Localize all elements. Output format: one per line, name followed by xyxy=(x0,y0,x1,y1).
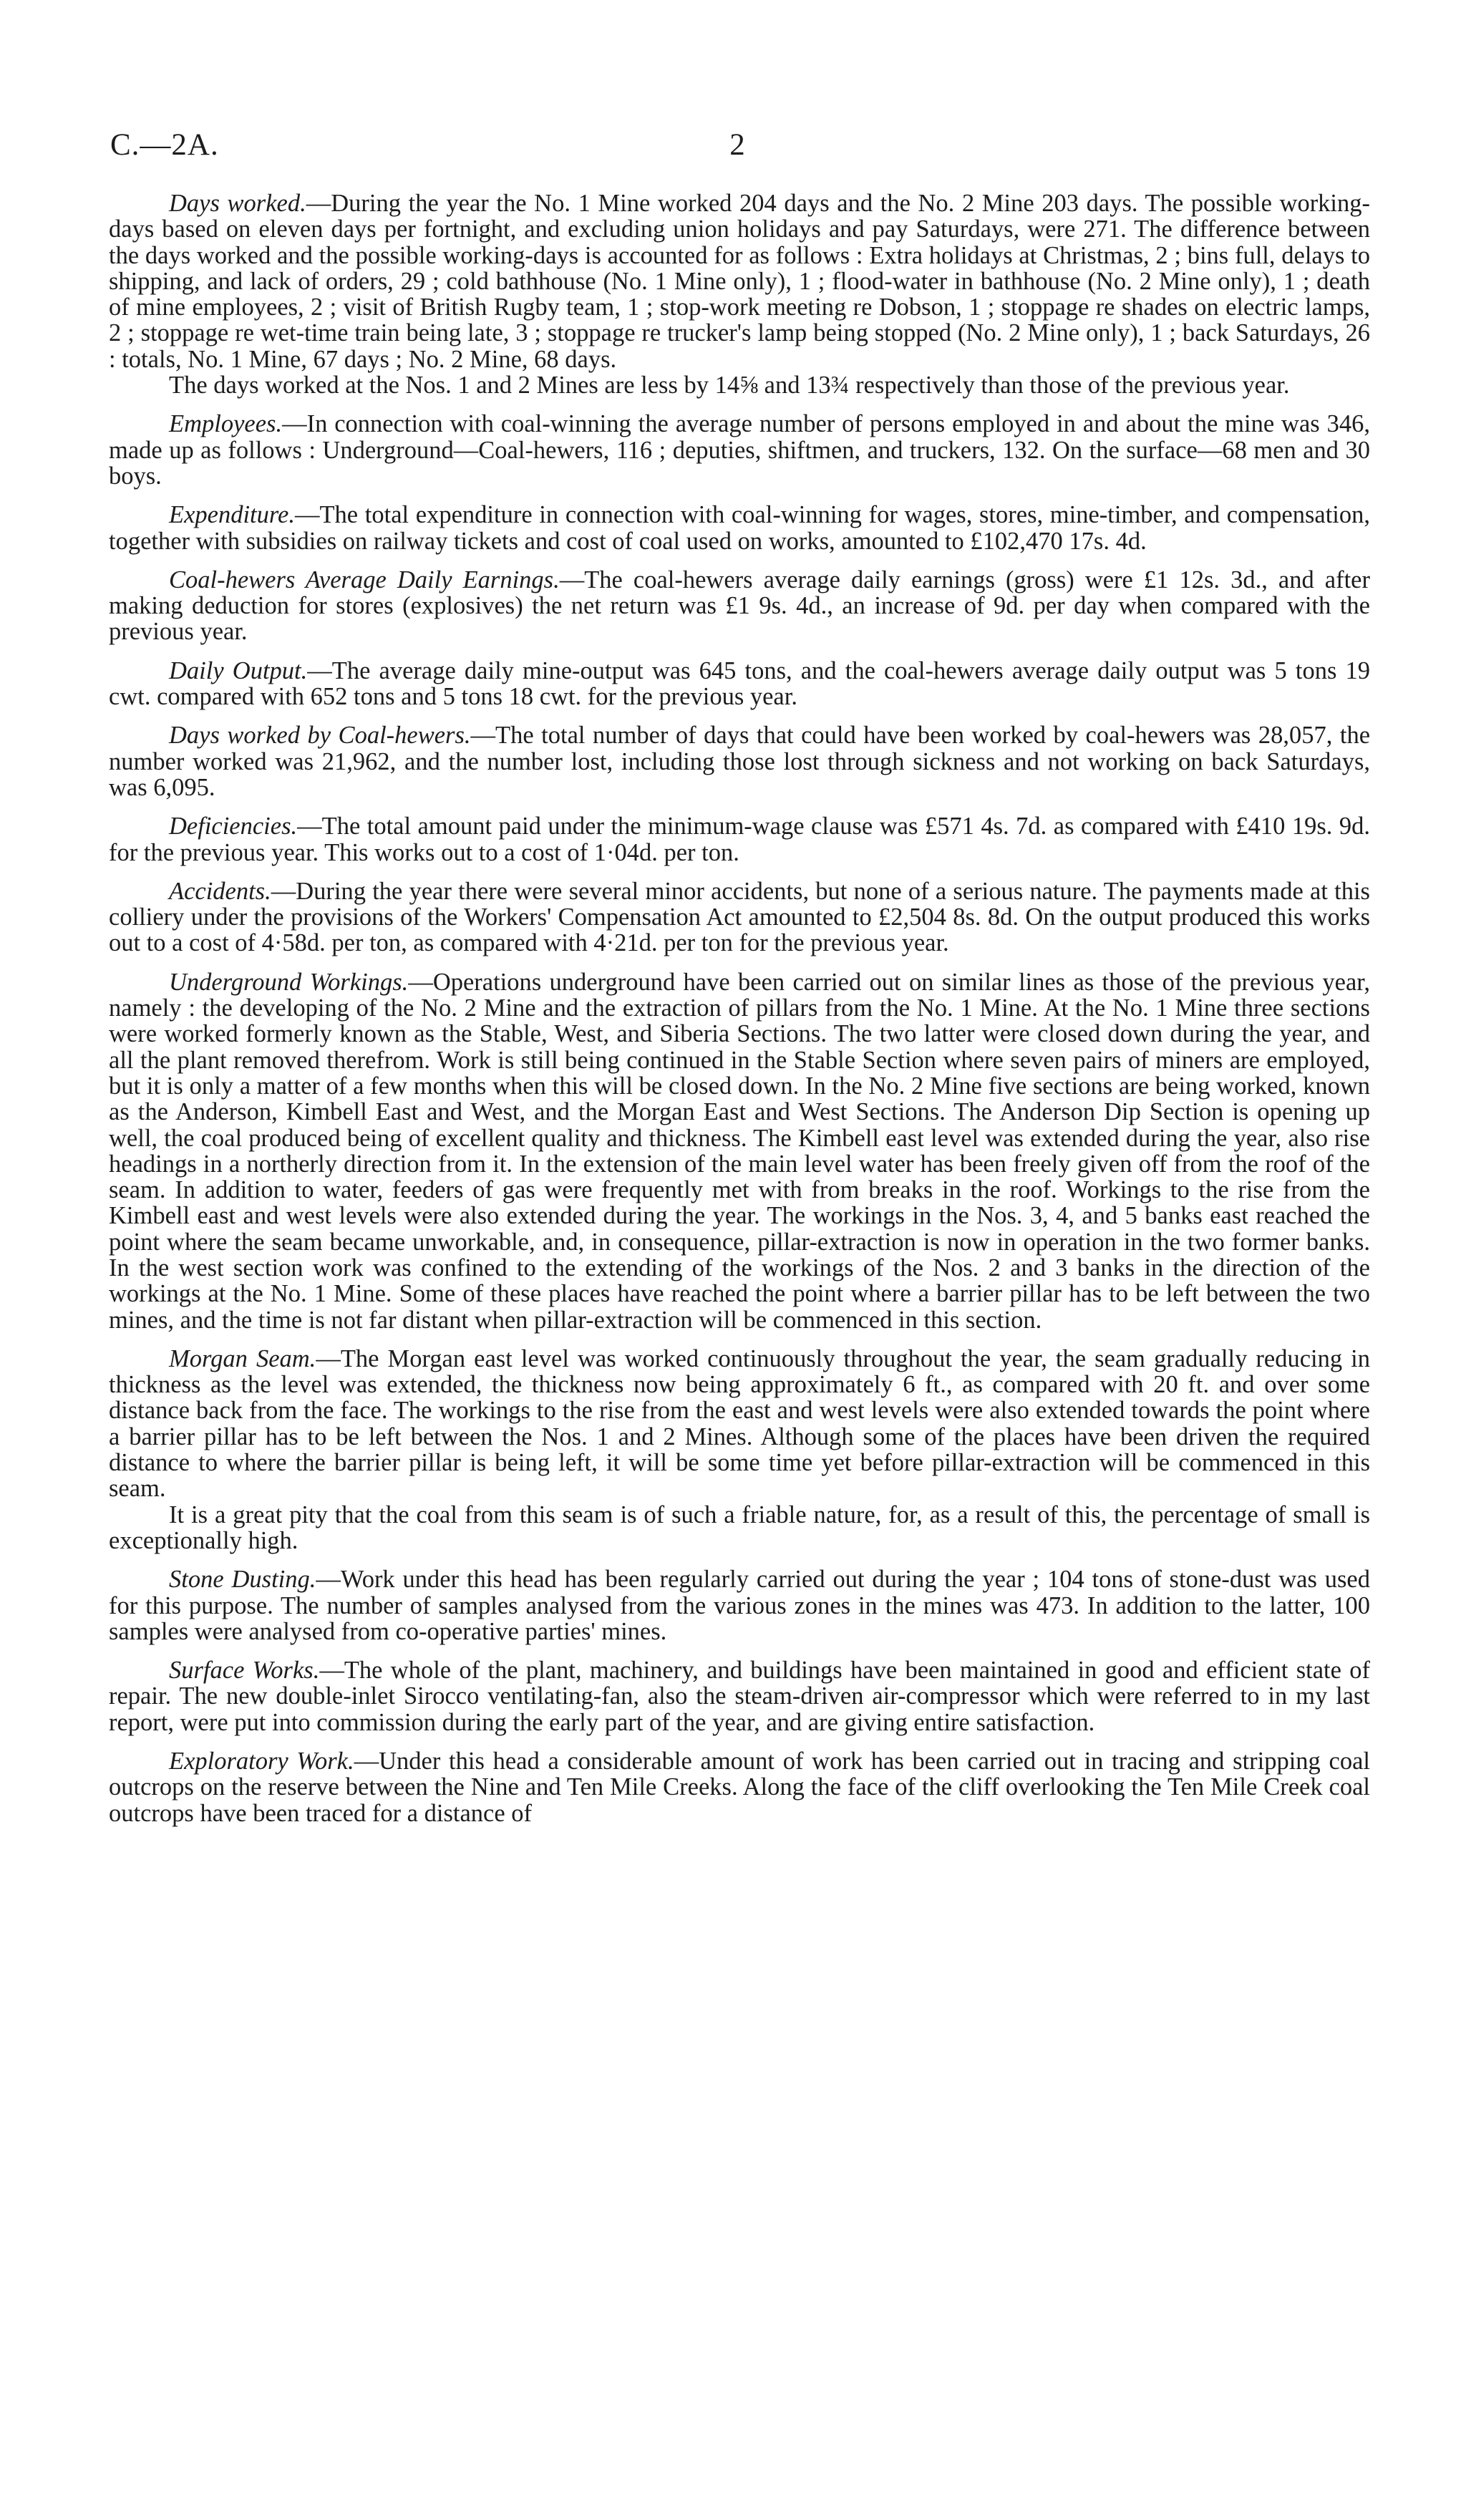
paragraph-heading: Employees. xyxy=(169,410,283,438)
paragraph-accidents xyxy=(109,878,1370,956)
paragraph-text: —Operations underground have been carried out on similar lines as those of the previous year, namely : the developing of the No. 2 Mine and the extraction of pillars from the No. 1 Mine. At the No. 1 Mine three sections were worked formerly known as the Stable, West, and Siberia Sections. The two latter were closed down during the year, and all the plant removed therefrom. Work is still being continued in the Stable Section where seven pairs of miners are employed, but it is only a matter of a few months when this will be closed down. In the No. 2 Mine five sections are being worked, known as the Anderson, Kimbell East and West, and the Morgan East and West Sections. The Anderson Dip Section is opening up well, the coal produced being of excellent quality and thickness. The Kimbell east level was extended during the year, also rise headings in a northerly direction from it. In the extension of the main level water has been freely given off from the roof of the seam. In addition to water, feeders of gas were frequently met with from breaks in the roof. Workings to the rise from the Kimbell east and west levels were also extended during the year. The workings in the Nos. 3, 4, and 5 banks east reached the point where the seam became unworkable, and, in consequence, pillar-extraction is now in operation in the two former banks. In the west section work was confined to the extending of the workings of the Nos. 2 and 3 banks in the direction of the workings at the No. 1 Mine. Some of these places have reached the point where a barrier pillar has to be left between the two mines, and the time is not far distant when pillar-extraction will be commenced in this section. xyxy=(109,968,1371,1334)
paragraph-heading: Deficiencies. xyxy=(169,813,298,840)
page-number: 2 xyxy=(729,128,745,162)
paragraph-earnings xyxy=(109,567,1370,645)
paragraph-morgan-seam xyxy=(109,1346,1370,1502)
paragraph-days-comparison xyxy=(109,372,1370,398)
paragraph-text: —During the year the No. 1 Mine worked 204 days and the No. 2 Mine 203 days. The possible working-days based on eleven days per fortnight, and excluding union holidays and pay Saturdays, were 271. The difference between the days worked and the possible working-days is accounted for as follows : Extra holidays at Christmas, 2 ; bins full, delays to shipping, and lack of orders, 29 ; cold bathhouse (No. 1 Mine only), 1 ; flood-water in bathhouse (No. 2 Mine only), 1 ; death of mine employees, 2 ; visit of British Rugby team, 1 ; stop-work meeting re Dobson, 1 ; stoppage re shades on electric lamps, 2 ; stoppage re wet-time train being late, 3 ; stoppage re trucker's lamp being stopped (No. 2 Mine only), 1 ; back Saturdays, 26 : totals, No. 1 Mine, 67 days ; No. 2 Mine, 68 days. xyxy=(109,190,1371,373)
paragraph-text: —The total expenditure in connection with coal-winning for wages, stores, mine-timber, and compensation, together with subsidies on railway tickets and cost of coal used on works, amounted to £102,470 17s. 4d. xyxy=(109,501,1370,555)
paragraph-deficiencies xyxy=(109,813,1370,866)
paragraph-heading: Daily Output. xyxy=(169,656,308,684)
paragraph-heading: Expenditure. xyxy=(169,501,295,529)
paragraph-heading: Underground Workings. xyxy=(169,968,409,996)
paragraph-heading: Morgan Seam. xyxy=(169,1344,316,1372)
paragraph-heading: Days worked by Coal-hewers. xyxy=(169,722,471,750)
paragraph-text: —The Morgan east level was worked continuously throughout the year, the seam gradually reducing in thickness as the level was extended, the thickness now being approximately 6 ft., as compared with 20 ft. and over some distance back from the face. The workings to the rise from the east and west levels were also extended towards the point where a barrier pillar has to be left between the Nos. 1 and 2 Mines. Although some of the places have been driven the required distance to where the barrier pillar is being left, it will be some time yet before pillar-extraction will be commenced in this seam. xyxy=(109,1344,1370,1503)
paragraph-text: —In connection with coal-winning the average number of persons employed in and about the mine was 346, made up as follows : Underground—Coal-hewers, 116 ; deputies, shiftmen, and truckers, 132. On the surface—68 men and 30 boys. xyxy=(109,410,1370,490)
paragraph-heading: Coal-hewers Average Daily Earnings. xyxy=(169,566,560,593)
page-header xyxy=(107,127,1367,170)
paragraph-text: —The average daily mine-output was 645 tons, and the coal-hewers average daily output was 5 tons 19 cwt. compared with 652 tons and 5 tons 18 cwt. for the previous year. xyxy=(109,656,1371,711)
paragraph-employees xyxy=(109,411,1370,489)
document-reference: C.—2A. xyxy=(110,128,219,162)
paragraph-heading: Stone Dusting. xyxy=(169,1566,316,1594)
paragraph-expenditure xyxy=(109,502,1370,554)
paragraph-text: —The total amount paid under the minimum-wage clause was £571 4s. 7d. as compared with £410 19s. 9d. for the previous year. This works out to a cost of 1·04d. per ton. xyxy=(109,813,1370,866)
paragraph-exploratory-work xyxy=(109,1748,1370,1826)
paragraph-text: The days worked at the Nos. 1 and 2 Mines are less by 14⅝ and 13¾ respectively than those of the previous year. xyxy=(169,372,1290,399)
paragraph-heading: Surface Works. xyxy=(169,1657,320,1685)
paragraph-friable-coal xyxy=(109,1502,1370,1554)
paragraph-underground-workings xyxy=(109,969,1370,1333)
paragraph-text: —Under this head a considerable amount of work has been carried out in tracing and stripping coal outcrops on the reserve between the Nine and Ten Mile Creeks. Along the face of the cliff overlooking the Ten Mile Creek coal outcrops have been traced for a distance of xyxy=(109,1748,1370,1827)
paragraph-heading: Accidents. xyxy=(169,877,271,905)
document-body xyxy=(109,190,1370,1839)
paragraph-stone-dusting xyxy=(109,1566,1370,1644)
paragraph-text: It is a great pity that the coal from this seam is of such a friable nature, for, as a result of this, the percentage of small is exceptionally high. xyxy=(109,1501,1370,1554)
paragraph-surface-works xyxy=(109,1657,1370,1735)
paragraph-days-worked-hewers xyxy=(109,722,1370,800)
paragraph-days-worked xyxy=(109,190,1370,372)
paragraph-daily-output xyxy=(109,658,1370,710)
paragraph-heading: Exploratory Work. xyxy=(169,1748,354,1775)
paragraph-text: —The whole of the plant, machinery, and buildings have been maintained in good and efficient state of repair. The new double-inlet Sirocco ventilating-fan, also the steam-driven air-compressor which were referred to in my last report, were put into commission during the early part of the year, and are giving entire satisfaction. xyxy=(109,1657,1371,1736)
paragraph-text: —The coal-hewers average daily earnings (gross) were £1 12s. 3d., and after making deduction for stores (explosives) the net return was £1 9s. 4d., an increase of 9d. per day when compared with the previous year. xyxy=(109,566,1370,646)
paragraph-text: —Work under this head has been regularly carried out during the year ; 104 tons of stone-dust was used for this purpose. The number of samples analysed from the various zones in the mines was 473. In addition to the latter, 100 samples were analysed from co-operative parties' mines. xyxy=(109,1566,1370,1645)
paragraph-text: —During the year there were several minor accidents, but none of a serious nature. The payments made at this colliery under the provisions of the Workers' Compensation Act amounted to £2,504 8s. 8d. On the output produced this works out to a cost of 4·58d. per ton, as compared with 4·21d. per ton for the previous year. xyxy=(109,877,1370,957)
paragraph-heading: Days worked. xyxy=(169,190,306,217)
paragraph-text: —The total number of days that could have been worked by coal-hewers was 28,057, the number worked was 21,962, and the number lost, including those lost through sickness and not working on back Saturdays, was 6,095. xyxy=(109,722,1371,801)
